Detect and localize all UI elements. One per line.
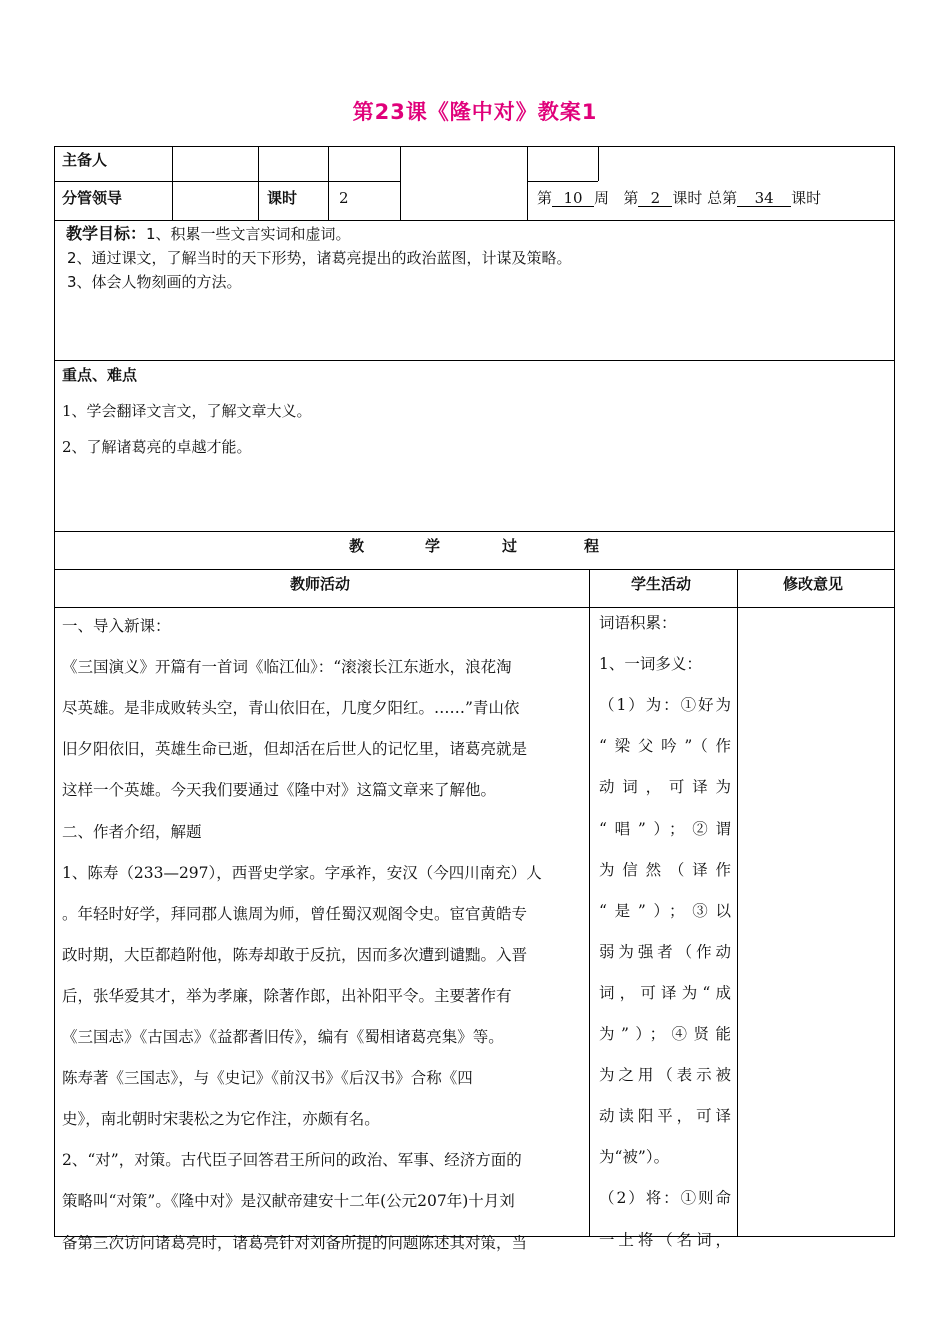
teacher-line: 策略叫“对策”。《隆中对》是汉献帝建安十二年(公元207年)十月刘	[62, 1192, 515, 1211]
teacher-line: 备第三次访问诸葛亮时，诸葛亮针对刘备所提的问题陈述其对策，当	[62, 1233, 528, 1252]
student-line: 词语积累：	[599, 614, 677, 632]
col-revision-header: 修改意见	[783, 575, 844, 593]
student-line: 1、一词多义：	[599, 655, 702, 674]
row-divider	[54, 569, 895, 570]
teacher-line: 一、导入新课：	[62, 617, 171, 635]
teacher-line: 《三国志》《古国志》《益都耆旧传》，编有《蜀相诸葛亮集》等。	[62, 1028, 504, 1046]
student-line: 弱为强者（作动	[599, 942, 731, 961]
week-value: 10	[552, 191, 594, 207]
total-unit: 课时	[791, 189, 822, 207]
student-line: “唱”）；②谓	[599, 819, 731, 838]
student-line: 为信然（译作	[599, 860, 731, 879]
student-line: “梁父吟”（作	[599, 737, 731, 756]
keshi-value: 2	[339, 189, 349, 207]
col-divider	[328, 146, 329, 220]
lesson-unit: 课时	[672, 189, 703, 207]
teacher-line: 史》，南北朝时宋裴松之为它作注，亦颇有名。	[62, 1110, 380, 1129]
row-divider	[54, 181, 401, 182]
week-prefix: 第	[537, 189, 553, 207]
keypoints-label: 重点、难点	[62, 366, 138, 384]
total-value: 34	[737, 191, 791, 207]
process-heading-2: 学	[425, 537, 441, 555]
week-unit: 周	[594, 189, 610, 207]
process-heading-4: 程	[584, 537, 600, 555]
page-title: 第23课《隆中对》教案1	[352, 100, 598, 124]
zhubeiren-label: 主备人	[62, 151, 108, 169]
teacher-line: 1、陈寿（233—297），西晋史学家。字承祚，安汉（今四川南充）人	[62, 863, 542, 882]
row-divider	[54, 360, 895, 361]
teacher-line: 《三国演义》开篇有一首词《临江仙》：“滚滚长江东逝水，浪花淘	[62, 658, 512, 677]
student-line: 动读阳平，可译	[599, 1107, 731, 1126]
objectives-line-1	[66, 226, 351, 242]
student-line: （2）将：①则命	[599, 1189, 731, 1208]
student-line: 为“被”）。	[599, 1148, 670, 1167]
student-line: 词，可译为“成	[599, 983, 731, 1002]
student-line: 为之用（表示被	[599, 1066, 731, 1085]
col-divider	[172, 146, 173, 220]
student-line: “是”）；③以	[599, 901, 731, 920]
process-heading-3: 过	[502, 537, 518, 555]
col-divider	[737, 569, 738, 1237]
keypoints-line-2: 2、了解诸葛亮的卓越才能。	[62, 438, 252, 456]
objectives-label: 教学目标：	[66, 224, 147, 243]
student-line: 为”）；④贤能	[599, 1025, 731, 1043]
total-prefix: 总第	[707, 189, 738, 207]
keypoints-line-1: 1、学会翻译文言文，了解文章大义。	[62, 402, 312, 420]
col-divider	[527, 146, 528, 220]
objectives-text-1: 1、积累一些文言实词和虚词。	[146, 225, 351, 243]
process-heading-1: 教	[349, 537, 365, 555]
schedule-info	[537, 191, 821, 207]
objectives-line-3: 3、体会人物刻画的方法。	[67, 273, 242, 291]
row-divider	[527, 181, 598, 182]
teacher-line: 陈寿著《三国志》，与《史记》《前汉书》《后汉书》合称《四	[62, 1069, 473, 1088]
keshi-label: 课时	[267, 189, 298, 207]
teacher-line: 政时期，大臣都趋附他，陈寿却敢于反抗，因而多次遭到谴黜。入晋	[62, 945, 528, 964]
row-divider	[54, 220, 895, 221]
lesson-value: 2	[638, 191, 672, 207]
teacher-line: 后，张华爱其才，举为孝廉，除著作郎，出补阳平令。主要著作有	[62, 986, 512, 1005]
student-line: （1）为：①好为	[599, 696, 731, 715]
col-divider	[258, 146, 259, 220]
col-student-header: 学生活动	[631, 575, 692, 593]
objectives-line-2: 2、通过课文，了解当时的天下形势，诸葛亮提出的政治蓝图，计谋及策略。	[67, 249, 572, 267]
student-line: 一上将（名词，	[599, 1230, 731, 1249]
teacher-line: 二、作者介绍，解题	[62, 822, 202, 841]
teacher-line: 这样一个英雄。今天我们要通过《隆中对》这篇文章来了解他。	[62, 781, 497, 800]
teacher-line: 。年轻时好学，拜同郡人谯周为师，曾任蜀汉观阁令史。宦官黄皓专	[62, 904, 528, 923]
fenguan-label: 分管领导	[62, 189, 123, 207]
lesson-prefix: 第	[623, 189, 639, 207]
teacher-line: 尽英雄。是非成败转头空，青山依旧在，几度夕阳红。……”青山依	[62, 699, 520, 718]
col-divider	[598, 146, 599, 181]
teacher-line: 旧夕阳依旧，英雄生命已逝，但却活在后世人的记忆里，诸葛亮就是	[62, 740, 528, 759]
col-teacher-header: 教师活动	[290, 575, 351, 593]
col-divider	[400, 146, 401, 220]
student-line: 动词，可译为	[599, 778, 731, 797]
col-divider	[589, 569, 590, 1237]
teacher-line: 2、“对”，对策。古代臣子回答君王所问的政治、军事、经济方面的	[62, 1151, 522, 1170]
row-divider	[54, 531, 895, 532]
